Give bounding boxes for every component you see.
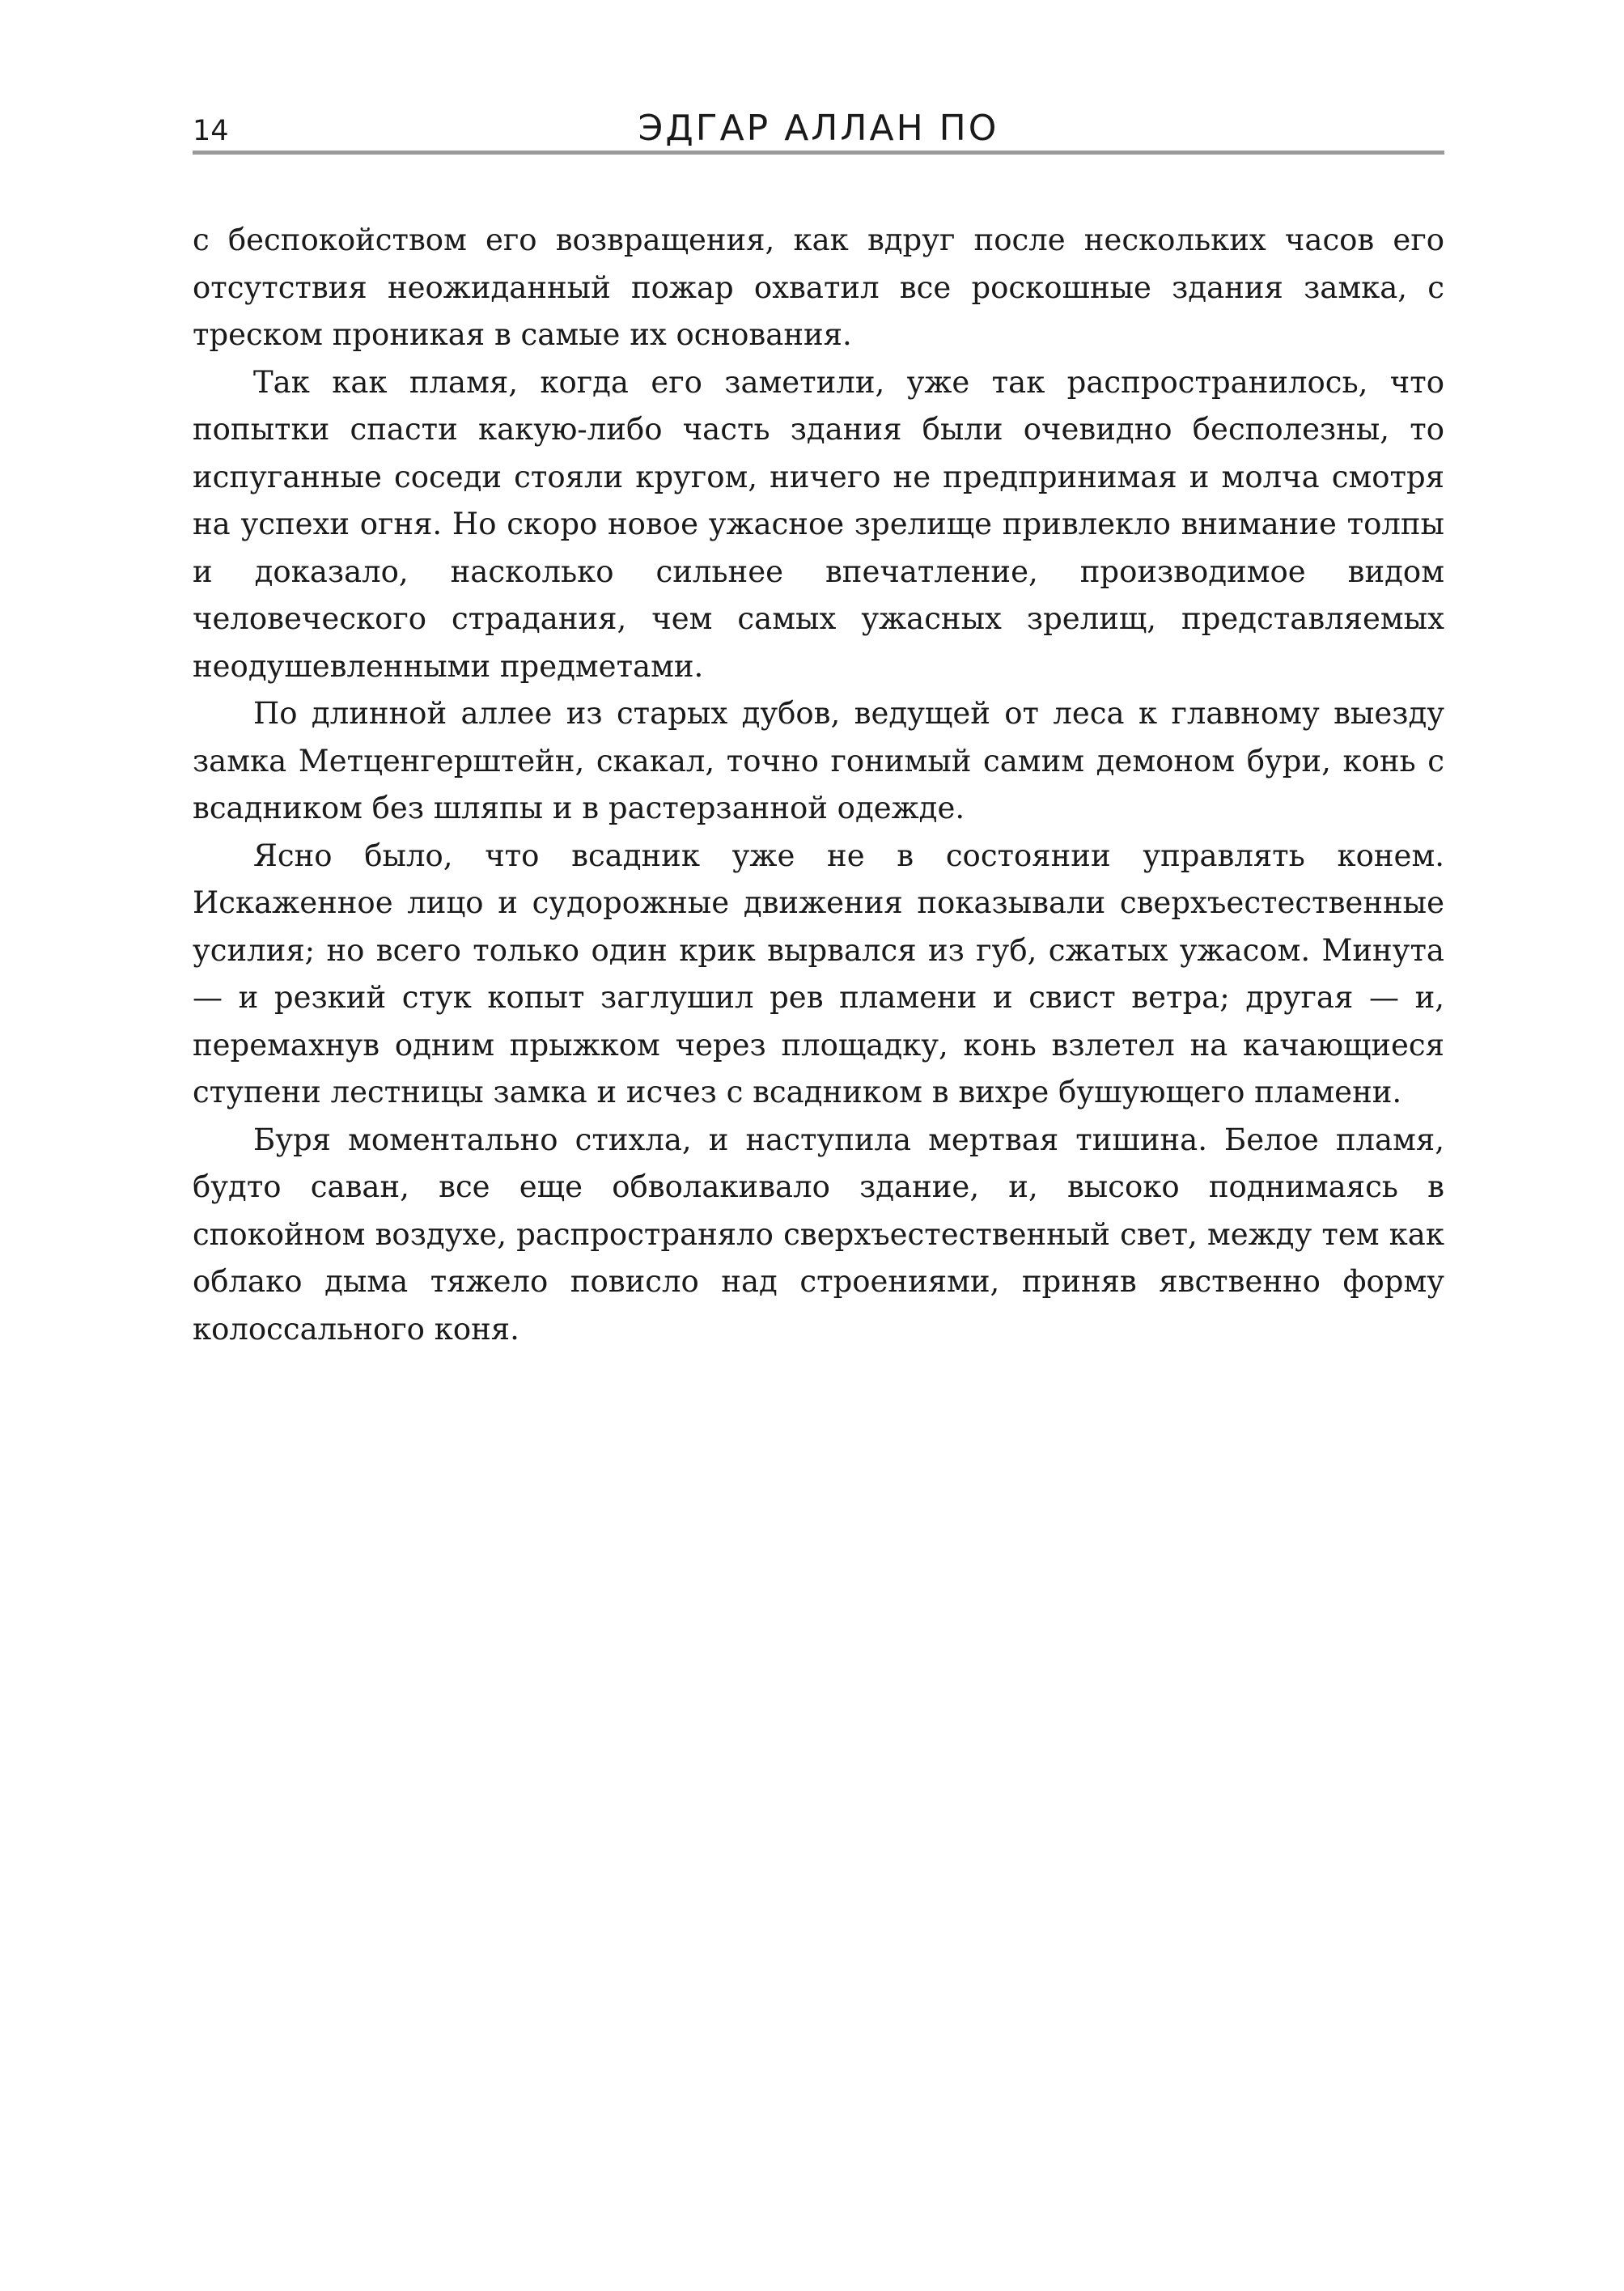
paragraph-3: По длинной аллее из старых дубов, ведущей от леса к главному выезду замка Метценгерштейн, скакал, точно гонимый самим демоном бури, конь с всадником без шляпы и в растерзанной одежде. — [193, 696, 1444, 825]
running-title: ЭДГАР АЛЛАН ПО — [638, 108, 999, 149]
paragraph-2: Так как пламя, когда его заметили, уже так распространилось, что попытки спасти какую-либо часть здания были очевидно бесполезны, то испуганные соседи стояли кругом, ничего не предпринимая и молча смотря на успехи огня. Но скоро новое ужасное зрелище привлекло внимание толпы и доказало, насколько сильнее впечатление, производимое видом человеческого страдания, чем самых ужасных зрелищ, представляемых неодушевленными предметами. — [193, 364, 1444, 684]
page-number: 14 — [193, 115, 229, 147]
body-text — [193, 217, 1444, 1353]
header-rule — [193, 151, 1444, 155]
paragraph-1: с беспокойством его возвращения, как вдруг после нескольких часов его отсутствия неожиданный пожар охватил все роскошные здания замка, с треском проникая в самые их основания. — [193, 223, 1444, 352]
paragraph-5: Буря моментально стихла, и наступила мертвая тишина. Белое пламя, будто саван, все еще обволакивало здание, и, высоко поднимаясь в спокойном воздухе, распространяло сверхъестественный свет, между тем как облако дыма тяжело повисло над строениями, приняв явственно форму колоссального коня. — [193, 1122, 1444, 1347]
running-head — [193, 97, 1444, 154]
paragraph-4: Ясно было, что всадник уже не в состоянии управлять конем. Искаженное лицо и судорожные движения показывали сверхъестественные усилия; но всего только один крик вырвался из губ, сжатых ужасом. Минута — и резкий стук копыт заглушил рев пламени и свист ветра; другая — и, перемахнув одним прыжком через площадку, конь взлетел на качающиеся ступени лестницы замка и исчез с всадником в вихре бушующего пламени. — [193, 838, 1444, 1109]
